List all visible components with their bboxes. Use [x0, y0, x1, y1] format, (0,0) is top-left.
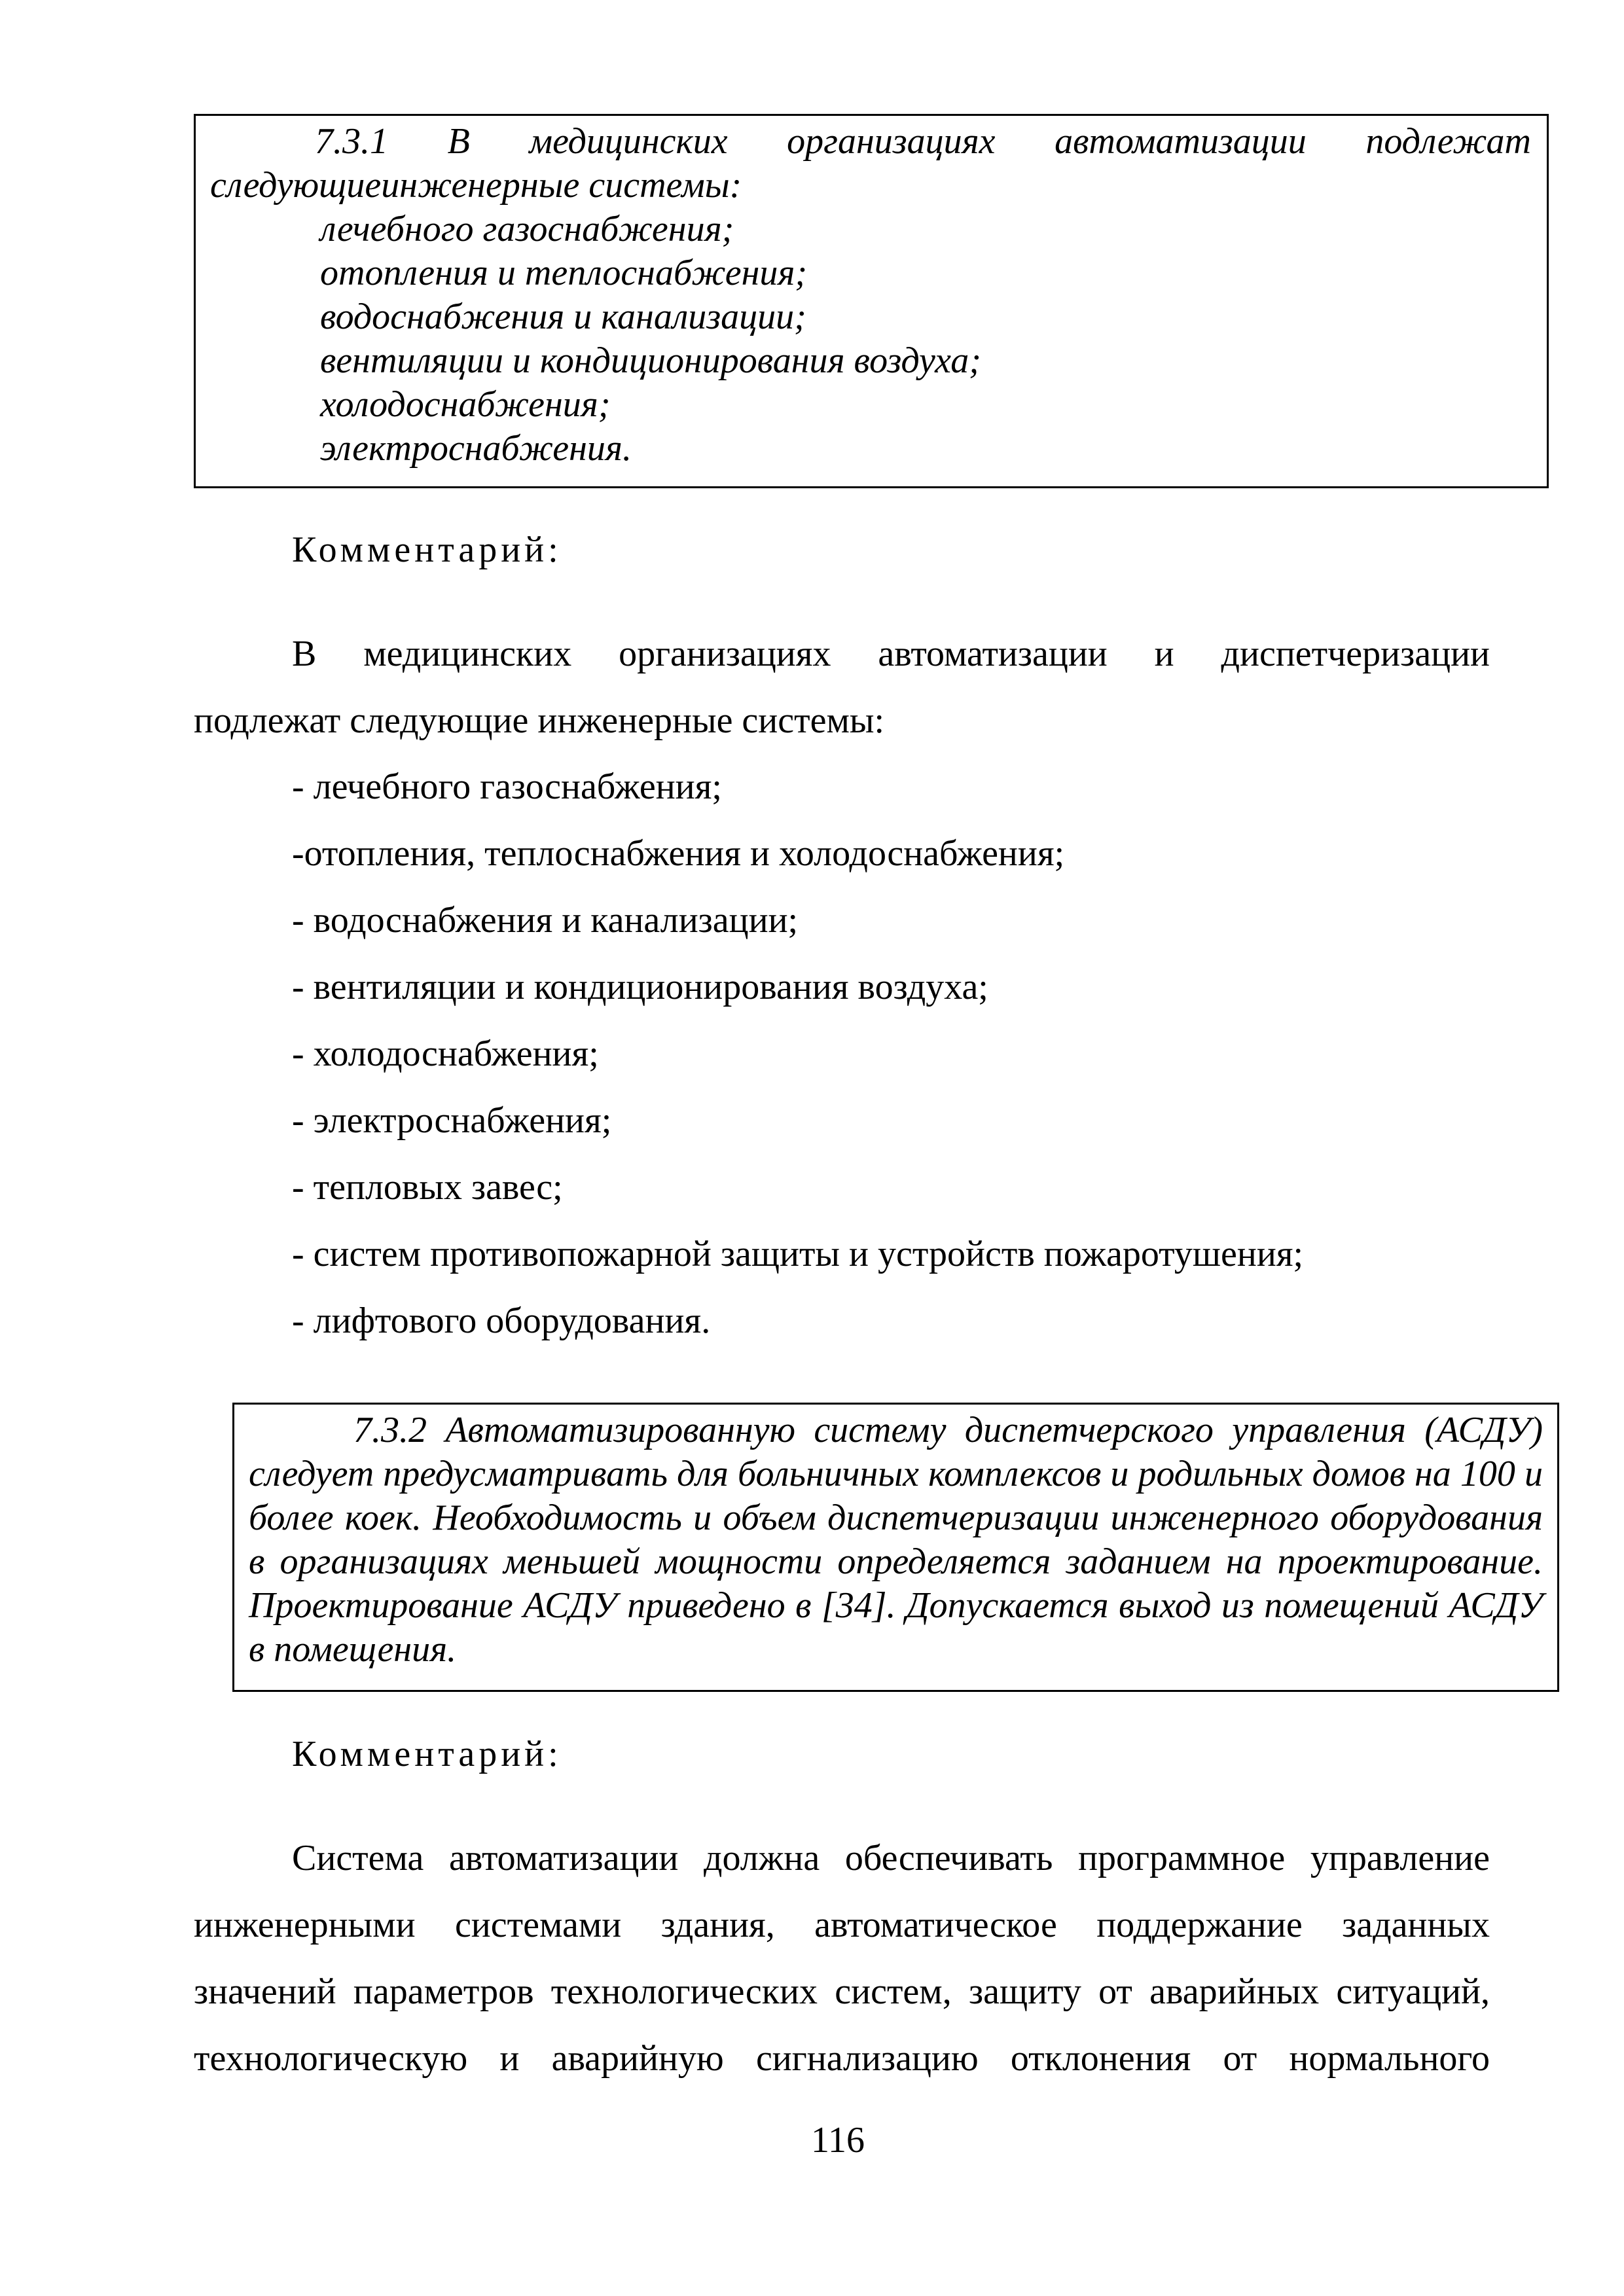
box1-item: холодоснабжения; [320, 384, 611, 425]
comment1-para-line: В медицинских организациях автоматизации и диспетчеризации [292, 634, 1490, 674]
comment2-line: значений параметров технологических систем, защиту от аварийных ситуаций, [194, 1971, 1490, 2012]
comment1-para-line: подлежат следующие инженерные системы: [194, 700, 885, 741]
comment1-list-item: - лифтового оборудования. [292, 1300, 711, 1341]
box1-item: вентиляции и кондиционирования воздуха; [320, 340, 981, 381]
comment1-list-item: - электроснабжения; [292, 1100, 612, 1141]
comment-label: Комментарий: [292, 529, 562, 570]
comment1-paragraph [194, 620, 1490, 754]
comment1-list-item: - водоснабжения и канализации; [292, 900, 799, 941]
comment2-paragraph [194, 1825, 1490, 2092]
box1-item: лечебного газоснабжения; [320, 209, 734, 249]
comment-label: Комментарий: [292, 1734, 562, 1774]
comment2-line: технологическую и аварийную сигнализацию отклонения от нормального [194, 2038, 1490, 2079]
page-number: 116 [811, 2120, 865, 2161]
comment1-list-item: - тепловых завес; [292, 1167, 563, 1208]
comment1-list-item: -отопления, теплоснабжения и холодоснабжения; [292, 833, 1065, 874]
box1-item: водоснабжения и канализации; [320, 296, 806, 337]
comment1-list-item: - лечебного газоснабжения; [292, 766, 722, 807]
comment1-list-item: - вентиляции и кондиционирования воздуха; [292, 967, 988, 1007]
box1-first-line: 7.3.1 В медицинских организациях автоматизации подлежат [315, 121, 1531, 162]
box1-item: отопления и теплоснабжения; [320, 253, 808, 293]
requirement-box-7-3-2 [232, 1403, 1559, 1692]
comment1-list-item: - холодоснабжения; [292, 1033, 599, 1074]
box2-text: 7.3.2 Автоматизированную систему диспетчерского управления (АСДУ) следует предусматривать для больничных комплексов и родильных домов на 100 и более коек. Необходимость и объем диспетчеризации инженерного оборудования в организациях меньшей мощности определяется заданием на проектирование. Проектирование АСДУ приведено в [34]. Допускается выход из помещений АСДУ в помещения. [249, 1410, 1543, 1670]
box1-second-line: следующиеинженерные системы: [210, 165, 742, 206]
comment2-line: инженерными системами здания, автоматическое поддержание заданных [194, 1905, 1490, 1945]
requirement-box-7-3-1 [194, 114, 1549, 488]
comment1-list-item: - систем противопожарной защиты и устройств пожаротушения; [292, 1234, 1304, 1274]
comment2-line: Система автоматизации должна обеспечивать программное управление [292, 1838, 1490, 1878]
box1-item: электроснабжения. [320, 428, 632, 469]
